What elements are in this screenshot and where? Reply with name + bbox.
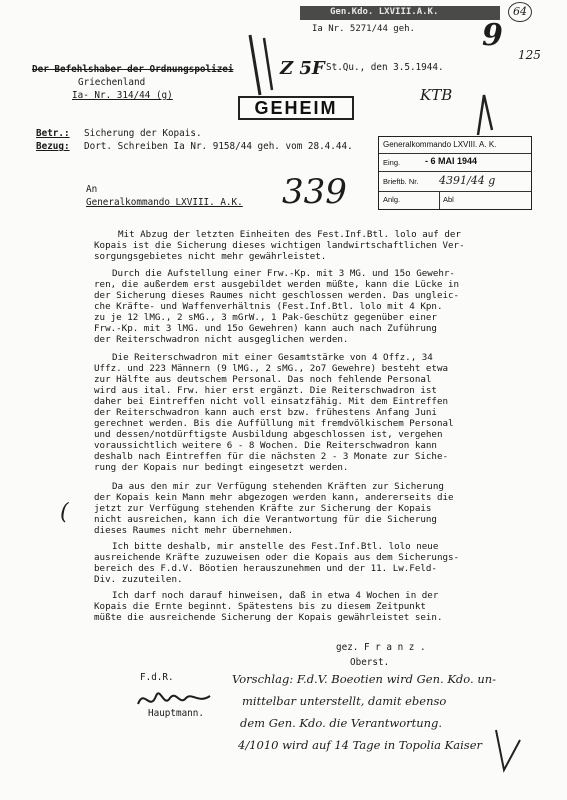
paragraph-line: bereich des F.d.V. Böotien herauszunehmen und der 11. Lw.Feld- bbox=[94, 563, 437, 574]
receipt-enclosures-label: Anlg. bbox=[383, 195, 401, 204]
receipt-stamp bbox=[378, 136, 532, 210]
addressee: Generalkommando LXVIII. A.K. bbox=[86, 197, 243, 208]
paragraph-line: ausreichende Kräfte zuzuweisen oder die Kopais aus dem Sicherungs- bbox=[94, 552, 460, 563]
paragraph-line: Kopais die Ernte beginnt. Spätestens bis zu diesem Zeitpunkt bbox=[94, 601, 426, 612]
fdr-rank: Hauptmann. bbox=[148, 708, 204, 719]
receipt-journal-label: Brieftb. Nr. bbox=[383, 177, 419, 186]
handwritten-slash-marks bbox=[240, 30, 310, 100]
place-date: St.Qu., den 3.5.1944. bbox=[326, 62, 444, 73]
paragraph-line: zur Hälfte aus deutschem Personal. Das noch fehlende Personal bbox=[94, 374, 432, 385]
page-number-circle bbox=[508, 2, 532, 22]
paragraph-line: deshalb nach Eintreffen für die nächsten 2 - 3 Monate zur Siche- bbox=[94, 451, 449, 462]
paragraph-line: wird aus ital. Frw. hier erst ergänzt. Die Reiterschwadron ist bbox=[94, 385, 437, 396]
margin-bracket-mark: ( bbox=[60, 500, 69, 525]
paragraph-line: müßte die ausreichende Sicherung der Kopais gewährleistet sein. bbox=[94, 612, 443, 623]
handwritten-stroke bbox=[470, 90, 500, 140]
handwritten-mark-9: 9 bbox=[482, 18, 503, 53]
addressee-label: An bbox=[86, 184, 98, 195]
fdr-label: F.d.R. bbox=[140, 672, 174, 683]
paragraph-6 bbox=[94, 590, 442, 623]
paragraph-line: jetzt zur Verfügung stehenden Kräfte zur Sicherung der Kopais bbox=[94, 503, 432, 514]
paragraph-line: Durch die Aufstellung einer Frw.-Kp. mit 3 MG. und 15o Gewehr- bbox=[112, 268, 455, 279]
receipt-received-date: - 6 MAI 1944 bbox=[425, 156, 478, 166]
paragraph-line: voraussichtlich weitere 6 - 8 Wochen. Die Reiterschwadron kann bbox=[94, 440, 437, 451]
paragraph-line: der Reiterschwadron kann auch erst bzw. frühestens Anfang Juni bbox=[94, 407, 437, 418]
paragraph-5 bbox=[94, 541, 459, 585]
sender-ref: Ia- Nr. 314/44 (g) bbox=[72, 90, 173, 101]
paragraph-line: Div. zuzuteilen. bbox=[94, 574, 183, 585]
header-strip-title: Gen.Kdo. LXVIII.A.K. bbox=[330, 7, 439, 17]
paragraph-4 bbox=[94, 481, 454, 536]
paragraph-line: gerechnet werden. Bis die Auffüllung mit fremdvölkischem Personal bbox=[94, 418, 454, 429]
page-number: 64 bbox=[513, 5, 527, 18]
paragraph-line: Die Reiterschwadron mit einer Gesamtstärke von 4 Offz., 34 bbox=[112, 352, 433, 363]
handwritten-ktb: KTB bbox=[420, 86, 453, 104]
sender-line-2: Griechenland bbox=[78, 77, 146, 88]
paragraph-line: daher bei Eintreffen nicht voll einsatzfähig. Mit dem Eintreffen bbox=[94, 396, 449, 407]
handwritten-mark-125: 125 bbox=[518, 48, 541, 62]
paragraph-line: Da aus den mir zur Verfügung stehenden Kräften zur Sicherung bbox=[112, 481, 444, 492]
paragraph-line: der Kopais kein Mann mehr abgezogen werden kann, andererseits die bbox=[94, 492, 454, 503]
handwritten-339: 339 bbox=[282, 172, 347, 212]
paragraph-line: Mit Abzug der letzten Einheiten des Fest.Inf.Btl. lolo auf der bbox=[118, 229, 461, 240]
receipt-stamp-title: Generalkommando LXVIII. A. K. bbox=[383, 140, 497, 149]
paragraph-2 bbox=[94, 268, 459, 345]
handwritten-corner-mark bbox=[490, 720, 530, 780]
paragraph-3 bbox=[94, 352, 454, 473]
paragraph-line: sorgungsgebietes nicht mehr gewährleistet. bbox=[94, 251, 327, 262]
receipt-copies-label: Abl bbox=[443, 195, 454, 204]
receipt-received-label: Eing. bbox=[383, 158, 401, 167]
signature-name: gez. F r a n z . bbox=[336, 642, 426, 653]
classification-stamp: GEHEIM bbox=[238, 96, 354, 120]
paragraph-line: und dessen/notdürftigste Ausbildung abgeschlossen ist, vergehen bbox=[94, 429, 443, 440]
sender-line-1: Der Befehlshaber der Ordnungspolizei bbox=[32, 64, 234, 75]
paragraph-line: Uffz. und 223 Männern (9 lMG., 2 sMG., 2o7 Gewehre) besteht etwa bbox=[94, 363, 449, 374]
handwritten-note-line: dem Gen. Kdo. die Verantwortung. bbox=[240, 716, 443, 730]
signature-rank: Oberst. bbox=[350, 657, 390, 668]
handwritten-note bbox=[232, 668, 496, 756]
paragraph-line: Frw.-Kp. mit 3 lMG. und 15o Gewehren) kann auch nach Zuführung bbox=[94, 323, 437, 334]
reference-label: Bezug: bbox=[36, 141, 70, 152]
paragraph-line: rung der Kopais nur bedingt eingesetzt werden. bbox=[94, 462, 349, 473]
paragraph-1 bbox=[94, 229, 465, 262]
paragraph-line: nicht ausreichen, kann ich die Verantwortung für die Sicherung bbox=[94, 514, 437, 525]
paragraph-line: dieses Raumes nicht mehr übernehmen. bbox=[94, 525, 294, 536]
subject-label: Betr.: bbox=[36, 128, 70, 139]
paragraph-line: zu je 12 lMG., 2 sMG., 3 mGrW., 1 Pak-Geschütz gegenüber einer bbox=[94, 312, 437, 323]
handwritten-initials: Z 5F bbox=[280, 58, 325, 79]
paragraph-line: che Kräfte- und Waffenverhältnis (Fest.Inf.Btl. lolo mit 4 Kpn. bbox=[94, 301, 443, 312]
receipt-journal-number: 4391/44 g bbox=[439, 174, 496, 187]
paragraph-line: Ich darf noch darauf hinweisen, daß in etwa 4 Wochen in der bbox=[112, 590, 439, 601]
reference-text: Dort. Schreiben Ia Nr. 9158/44 geh. vom 28.4.44. bbox=[84, 141, 353, 152]
handwritten-note-line: mittelbar unterstellt, damit ebenso bbox=[242, 694, 447, 708]
handwritten-note-line: 4/1010 wird auf 14 Tage in Topolia Kaiser bbox=[238, 738, 482, 752]
paragraph-line: der Sicherung dieses Raumes nicht geschlossen werden. Das ungleic- bbox=[94, 290, 460, 301]
paragraph-line: Kopais ist die Sicherung dieses wichtigen landwirtschaftlichen Ver- bbox=[94, 240, 465, 251]
header-strip-ref: Ia Nr. 5271/44 geh. bbox=[312, 24, 415, 34]
paragraph-line: ren, die außerdem erst ausgebildet werden müßte, kann die Lücke in bbox=[94, 279, 460, 290]
handwritten-note-line: Vorschlag: F.d.V. Boeotien wird Gen. Kdo. un- bbox=[232, 672, 497, 686]
paragraph-line: Ich bitte deshalb, mir anstelle des Fest.Inf.Btl. lolo neue bbox=[112, 541, 439, 552]
subject-text: Sicherung der Kopais. bbox=[84, 128, 202, 139]
paragraph-line: der Reiterschwadron nicht ausgeglichen werden. bbox=[94, 334, 349, 345]
